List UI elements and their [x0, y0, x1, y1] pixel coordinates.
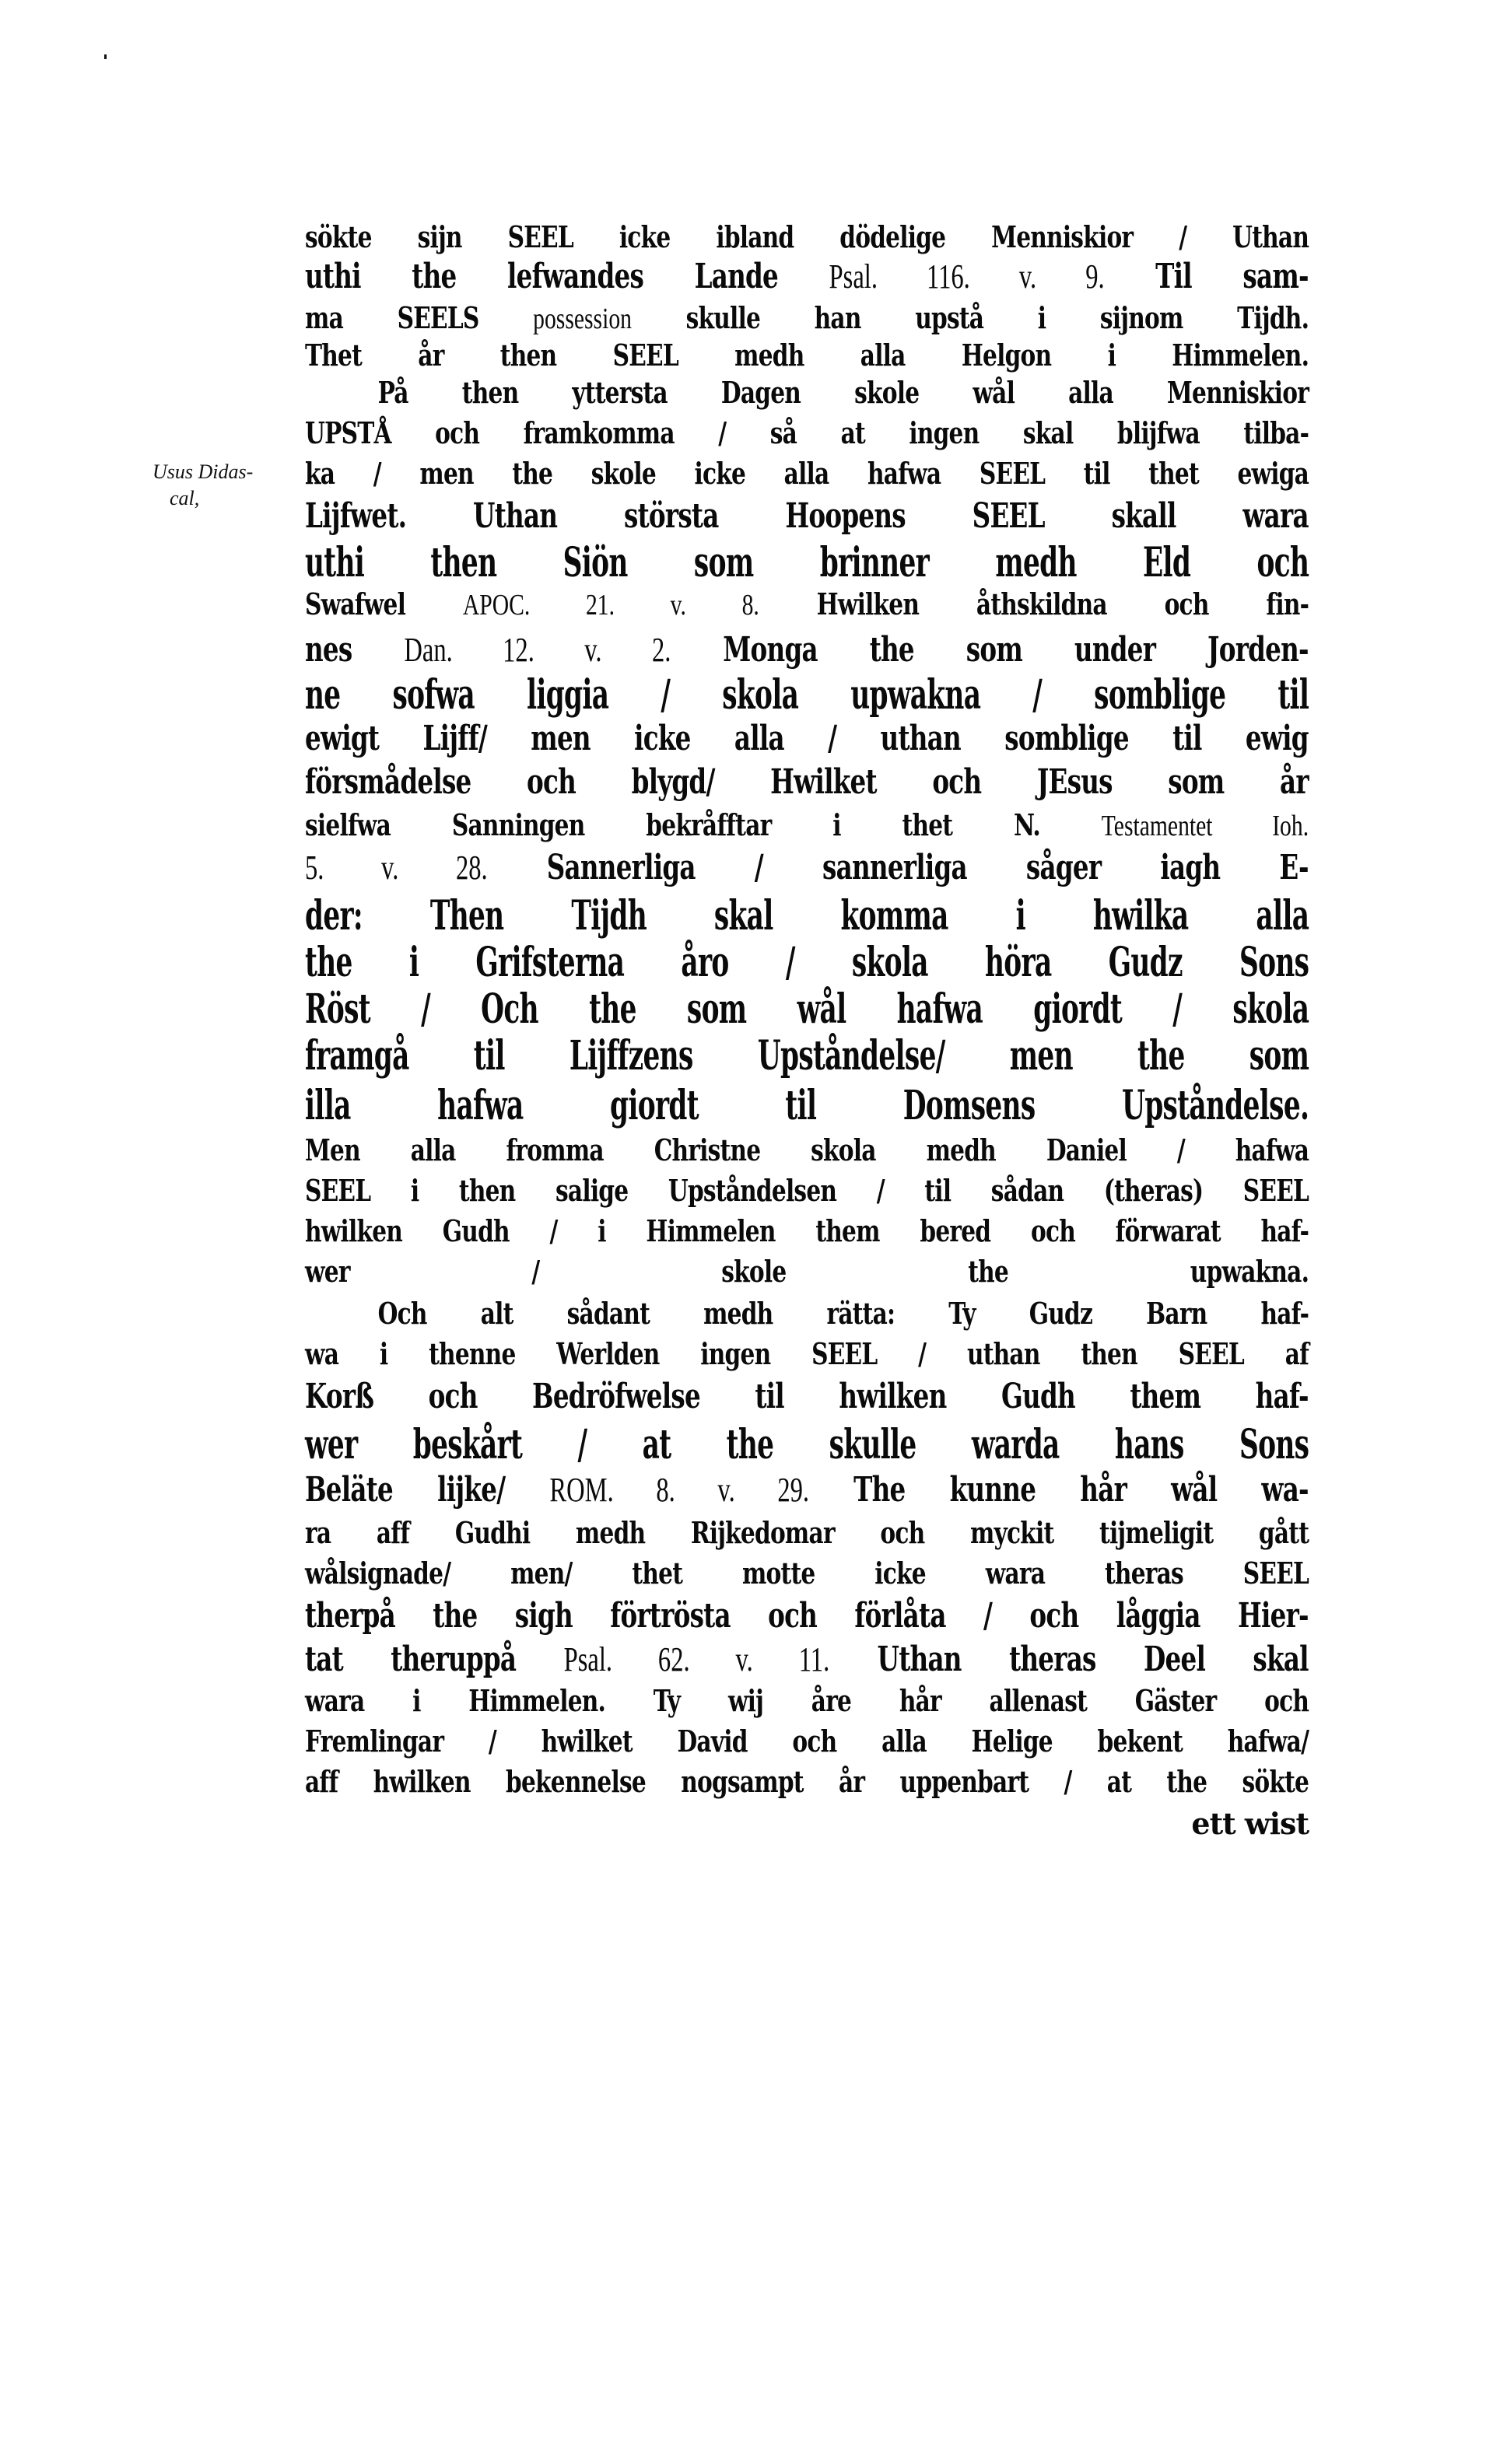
- line-text: sökte sijn SEEL icke ibland dödelige Menniskior / Uthan: [305, 219, 1309, 254]
- line-text: the i Grifsterna åro / skola höra Gudz Sons: [305, 939, 1309, 986]
- line-text: sielfwa Sanningen bekråfftar i thet N.: [305, 807, 1102, 842]
- text-line: [305, 338, 1309, 373]
- line-text: wa i thenne Werlden ingen SEEL / uthan then SEEL af: [305, 1336, 1309, 1371]
- line-text: therpå the sigh förtrösta och förlåta / och låggia Hier-: [305, 1596, 1309, 1636]
- line-text: ett wist: [1191, 1806, 1309, 1841]
- text-line: [305, 1032, 1309, 1080]
- line-text-continued: The kunne hår wål wa-: [809, 1470, 1309, 1510]
- text-line: [305, 496, 1309, 536]
- text-line: [305, 1377, 1309, 1416]
- line-text-continued: Hwilken åthskildna och fin-: [759, 586, 1309, 621]
- text-line: [305, 1213, 1309, 1248]
- text-line: [305, 1470, 1309, 1510]
- line-text: der: Then Tijdh skal komma i hwilka alla: [305, 892, 1309, 940]
- line-text: wer / skole the upwakna.: [305, 1254, 1309, 1289]
- line-text: Lijfwet. Uthan största Hoopens SEEL skall wara: [305, 496, 1309, 536]
- line-text: uthi the lefwandes Lande: [305, 257, 829, 296]
- line-text: UPSTÅ och framkomma / så at ingen skal blijfwa tilba-: [305, 415, 1309, 450]
- text-line: [305, 415, 1309, 450]
- line-text: Korß och Bedröfwelse til hwilken Gudh them haf-: [305, 1377, 1309, 1416]
- margin-note-line: cal,: [170, 487, 200, 509]
- line-text: nes: [305, 630, 405, 670]
- text-line: [305, 456, 1309, 491]
- text-line: [305, 630, 1309, 670]
- line-text: SEEL i then salige Upståndelsen / til sådan (theras) SEEL: [305, 1173, 1309, 1208]
- text-line: [305, 586, 1309, 621]
- line-text: Och alt sådant medh rätta: Ty Gudz Barn haf-: [377, 1296, 1309, 1331]
- text-line: [305, 1082, 1309, 1129]
- text-line: [305, 1296, 1309, 1331]
- line-text-continued: skulle han upstå i sijnom Tijdh.: [631, 300, 1309, 335]
- text-line: [305, 807, 1309, 842]
- scripture-reference: Testamentet Ioh.: [1101, 810, 1309, 842]
- scripture-reference: Psal. 116. v. 9.: [829, 257, 1105, 296]
- line-text-continued: Sannerliga / sannerliga såger iagh E-: [487, 848, 1309, 887]
- line-text: tat theruppå: [305, 1640, 564, 1679]
- text-line: [305, 1764, 1309, 1799]
- scripture-reference: 5. v. 28.: [305, 849, 488, 887]
- text-line: [305, 719, 1309, 758]
- text-line: [305, 1173, 1309, 1208]
- line-text: Swafwel: [305, 586, 463, 621]
- text-line: [305, 939, 1309, 986]
- line-text: Röst / Och the som wål hafwa giordt / skola: [305, 985, 1309, 1033]
- text-line: [305, 1254, 1309, 1289]
- line-text: försmådelse och blygd/ Hwilket och JEsus som år: [305, 762, 1309, 802]
- margin-note: [152, 459, 277, 512]
- text-line: [305, 1806, 1309, 1841]
- text-line: [305, 257, 1309, 296]
- line-text: Men alla fromma Christne skola medh Daniel / hafwa: [305, 1132, 1309, 1167]
- line-text: aff hwilken bekennelse nogsampt år uppenbart / at the sökte: [305, 1764, 1309, 1799]
- line-text: wara i Himmelen. Ty wij åre hår allenast Gäster och: [305, 1683, 1309, 1718]
- line-text: Beläte lijke/: [305, 1470, 550, 1510]
- text-line: [305, 1421, 1309, 1468]
- text-line: [305, 892, 1309, 940]
- text-line: [305, 1132, 1309, 1167]
- line-text: Fremlingar / hwilket David och alla Helige bekent hafwa/: [305, 1724, 1309, 1759]
- text-line: [305, 671, 1309, 719]
- text-line: [305, 219, 1309, 254]
- text-line: [305, 1596, 1309, 1636]
- line-text: ka / men the skole icke alla hafwa SEEL til thet ewiga: [305, 456, 1309, 491]
- margin-note-line: Usus Didas-: [152, 460, 254, 483]
- line-text: ewigt Lijff/ men icke alla / uthan somblige til ewig: [305, 719, 1309, 758]
- line-text: ne sofwa liggia / skola upwakna / somblige til: [305, 671, 1309, 719]
- scripture-reference: ROM. 8. v. 29.: [549, 1471, 810, 1509]
- text-line: [305, 1640, 1309, 1679]
- text-line: [305, 1724, 1309, 1759]
- line-text: Thet år then SEEL medh alla Helgon i Himmelen.: [305, 338, 1309, 373]
- line-text: ma SEELS: [305, 300, 534, 335]
- scripture-reference: Psal. 62. v. 11.: [563, 1640, 830, 1678]
- text-line: [305, 300, 1309, 335]
- text-line: [305, 848, 1309, 887]
- text-line: [305, 375, 1309, 410]
- text-line: [305, 1336, 1309, 1371]
- text-line: [305, 762, 1309, 802]
- line-text: framgå til Lijffzens Upståndelse/ men the som: [305, 1032, 1309, 1080]
- line-text: wålsignade/ men/ thet motte icke wara theras SEEL: [305, 1556, 1309, 1591]
- line-text-continued: Monga the som under Jorden-: [671, 630, 1309, 670]
- text-line: [305, 1515, 1309, 1550]
- line-text-continued: Til sam-: [1104, 257, 1309, 296]
- ink-speck: [104, 54, 107, 59]
- text-line: [305, 1683, 1309, 1718]
- scripture-reference: Dan. 12. v. 2.: [404, 631, 671, 669]
- text-line: [305, 539, 1309, 586]
- line-text: wer beskårt / at the skulle warda hans Sons: [305, 1421, 1309, 1468]
- line-text-continued: Uthan theras Deel skal: [829, 1640, 1309, 1679]
- line-text: illa hafwa giordt til Domsens Upståndelse.: [305, 1082, 1309, 1129]
- line-text: hwilken Gudh / i Himmelen them bered och förwarat haf-: [305, 1213, 1309, 1248]
- text-line: [305, 1556, 1309, 1591]
- line-text: uthi then Siön som brinner medh Eld och: [305, 539, 1309, 586]
- line-text: På then yttersta Dagen skole wål alla Menniskior: [377, 375, 1309, 410]
- text-line: [305, 985, 1309, 1033]
- scripture-reference: possession: [533, 303, 632, 335]
- scripture-reference: APOC. 21. v. 8.: [462, 589, 759, 621]
- line-text: ra aff Gudhi medh Rijkedomar och myckit tijmeligit gått: [305, 1515, 1309, 1550]
